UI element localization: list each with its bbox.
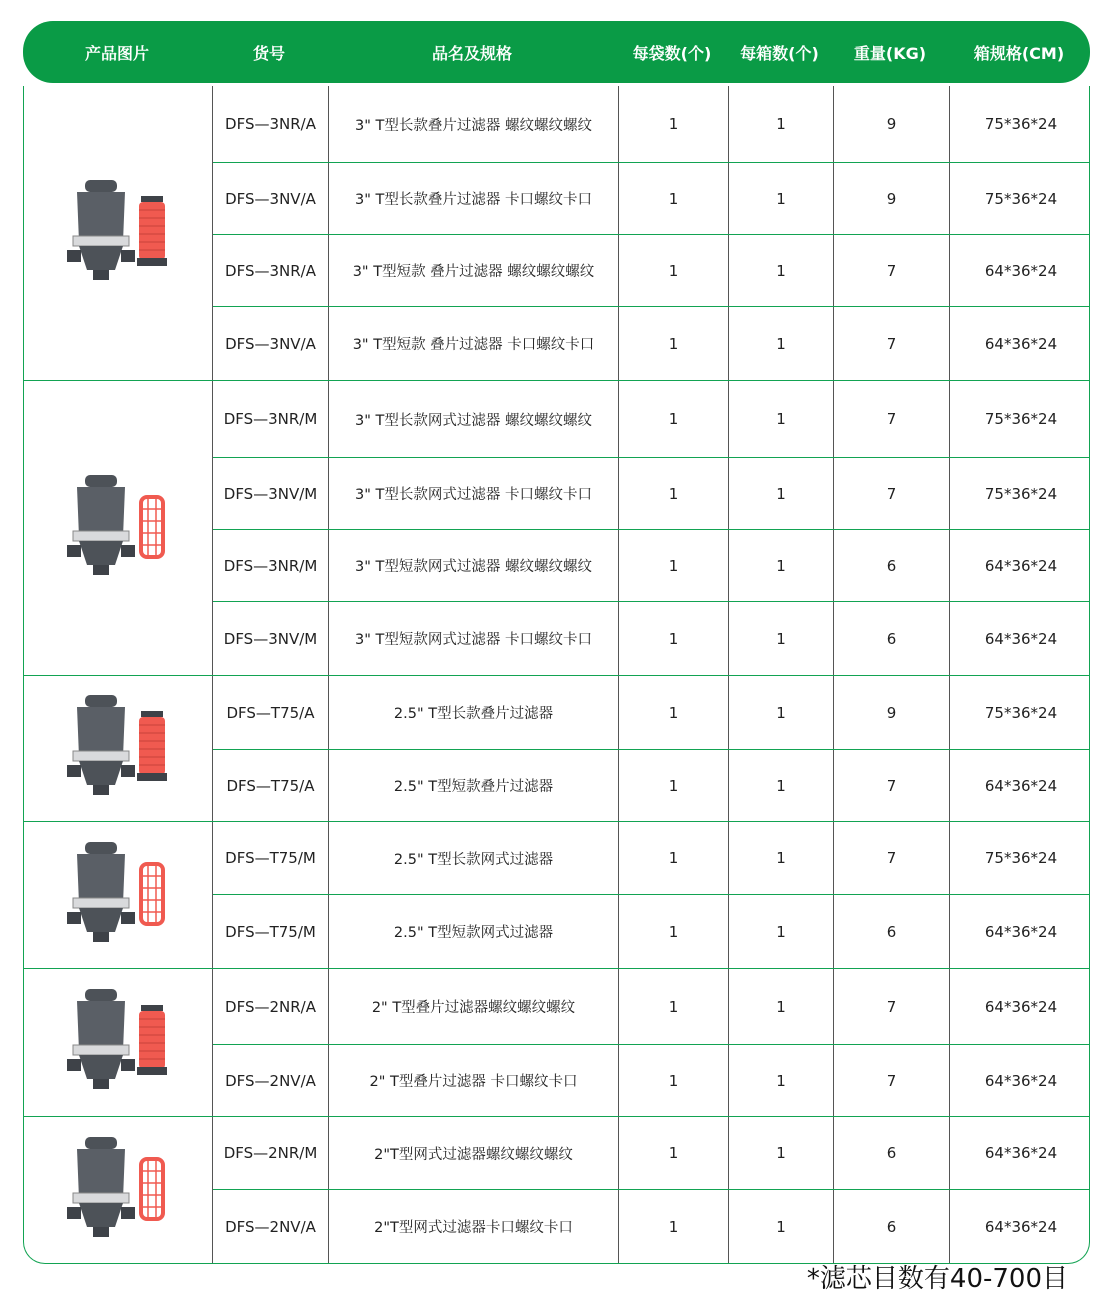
table-row <box>213 86 1090 163</box>
weight-value: 7 <box>834 458 950 529</box>
item-code: DFS—3NV/M <box>213 602 329 675</box>
item-name: 2.5" T型短款叠片过滤器 <box>329 750 619 821</box>
box-size-value: 75*36*24 <box>984 189 1058 208</box>
per-box-count: 1 <box>729 1117 834 1189</box>
box-size-value: 64*36*24 <box>984 1071 1058 1090</box>
weight-value: 7 <box>834 750 950 821</box>
box-size-value: 75*36*24 <box>984 484 1058 503</box>
per-bag-count: 1 <box>619 530 729 601</box>
disc-filter-icon <box>63 983 173 1102</box>
disc-filter-icon <box>63 689 173 808</box>
per-bag-count: 1 <box>619 676 729 749</box>
item-name: 3" T型长款叠片过滤器 螺纹螺纹螺纹 <box>329 86 619 162</box>
item-code: DFS—3NR/M <box>213 530 329 601</box>
item-name: 2"T型网式过滤器螺纹螺纹螺纹 <box>329 1117 619 1189</box>
product-image-cell <box>24 969 213 1116</box>
per-bag-count: 1 <box>619 822 729 894</box>
per-bag-count: 1 <box>619 307 729 380</box>
box-size-value: 75*36*24 <box>984 410 1058 428</box>
per-box-count: 1 <box>729 458 834 529</box>
header-name: 品名及规格 <box>431 43 512 63</box>
per-bag-count: 1 <box>619 458 729 529</box>
box-size-value: 64*36*24 <box>984 261 1058 280</box>
per-box-count: 1 <box>729 381 834 457</box>
item-code: DFS—T75/A <box>213 676 329 749</box>
item-name: 3" T型短款 叠片过滤器 卡口螺纹卡口 <box>329 307 619 380</box>
per-box-count: 1 <box>729 1190 834 1263</box>
product-image-cell <box>24 86 213 380</box>
item-code: DFS—2NR/A <box>213 969 329 1044</box>
disc-filter-icon <box>63 174 173 293</box>
per-bag-count: 1 <box>619 750 729 821</box>
per-bag-count: 1 <box>619 1045 729 1116</box>
item-code: DFS—T75/M <box>213 822 329 894</box>
item-name: 3" T型短款 叠片过滤器 螺纹螺纹螺纹 <box>329 235 619 306</box>
per-box-count: 1 <box>729 86 834 162</box>
box-size-value: 64*36*24 <box>984 556 1058 575</box>
item-name: 2" T型叠片过滤器 卡口螺纹卡口 <box>329 1045 619 1116</box>
table-row <box>213 1190 1090 1263</box>
table-row <box>213 1117 1090 1190</box>
weight-value: 7 <box>834 307 950 380</box>
per-bag-count: 1 <box>619 381 729 457</box>
table-row <box>213 969 1090 1045</box>
item-name: 3" T型短款网式过滤器 卡口螺纹卡口 <box>329 602 619 675</box>
box-size-value: 64*36*24 <box>984 922 1058 941</box>
table-row <box>213 307 1090 380</box>
per-bag-count: 1 <box>619 1117 729 1189</box>
product-image-cell <box>24 1117 213 1263</box>
header-weight: 重量(KG) <box>853 43 927 63</box>
box-size-value: 64*36*24 <box>984 1217 1058 1236</box>
item-name: 2.5" T型长款网式过滤器 <box>329 822 619 894</box>
product-group <box>24 381 1089 676</box>
per-box-count: 1 <box>729 750 834 821</box>
header-box-size: 箱规格(CM) <box>973 43 1065 63</box>
product-image-cell <box>24 676 213 821</box>
table-row <box>213 750 1090 821</box>
item-code: DFS—T75/M <box>213 895 329 968</box>
per-bag-count: 1 <box>619 969 729 1044</box>
per-bag-count: 1 <box>619 1190 729 1263</box>
item-code: DFS—3NR/M <box>213 381 329 457</box>
per-box-count: 1 <box>729 969 834 1044</box>
item-name: 3" T型长款网式过滤器 螺纹螺纹螺纹 <box>329 381 619 457</box>
item-name: 2"T型网式过滤器卡口螺纹卡口 <box>329 1190 619 1263</box>
table-row <box>213 530 1090 602</box>
product-group <box>24 676 1089 822</box>
product-image-cell <box>24 822 213 968</box>
product-group <box>24 86 1089 381</box>
footnote: *滤芯目数有40-700目 <box>806 1264 1068 1294</box>
per-box-count: 1 <box>729 530 834 601</box>
per-box-count: 1 <box>729 235 834 306</box>
screen-filter-icon <box>63 1131 173 1250</box>
table-row <box>213 235 1090 307</box>
per-bag-count: 1 <box>619 895 729 968</box>
table-row <box>213 602 1090 675</box>
per-bag-count: 1 <box>619 86 729 162</box>
per-box-count: 1 <box>729 822 834 894</box>
per-bag-count: 1 <box>619 163 729 234</box>
per-box-count: 1 <box>729 676 834 749</box>
table-row <box>213 676 1090 750</box>
header-per-box: 每箱数(个) <box>740 43 819 63</box>
item-name: 2.5" T型短款网式过滤器 <box>329 895 619 968</box>
item-code: DFS—2NV/A <box>213 1045 329 1116</box>
header-per-bag: 每袋数(个) <box>632 43 712 63</box>
table-row <box>213 163 1090 235</box>
table-row <box>213 895 1090 968</box>
item-code: DFS—3NV/A <box>213 163 329 234</box>
weight-value: 6 <box>834 895 950 968</box>
per-box-count: 1 <box>729 1045 834 1116</box>
weight-value: 9 <box>834 676 950 749</box>
box-size-value: 64*36*24 <box>984 629 1058 648</box>
screen-filter-icon <box>63 469 173 588</box>
table-row <box>213 458 1090 530</box>
item-code: DFS—T75/A <box>213 750 329 821</box>
product-group <box>24 1117 1089 1263</box>
item-code: DFS—2NV/A <box>213 1190 329 1263</box>
per-box-count: 1 <box>729 602 834 675</box>
weight-value: 7 <box>834 822 950 894</box>
table-row <box>213 381 1090 458</box>
item-name: 3" T型短款网式过滤器 螺纹螺纹螺纹 <box>329 530 619 601</box>
weight-value: 6 <box>834 602 950 675</box>
weight-value: 7 <box>834 381 950 457</box>
item-name: 3" T型长款网式过滤器 卡口螺纹卡口 <box>329 458 619 529</box>
per-bag-count: 1 <box>619 602 729 675</box>
per-bag-count: 1 <box>619 235 729 306</box>
table-row <box>213 822 1090 895</box>
weight-value: 7 <box>834 969 950 1044</box>
item-name: 2.5" T型长款叠片过滤器 <box>329 676 619 749</box>
header-code: 货号 <box>252 43 285 63</box>
box-size-value: 75*36*24 <box>984 703 1058 722</box>
table-body <box>23 86 1090 1264</box>
box-size-value: 64*36*24 <box>984 1144 1058 1162</box>
weight-value: 7 <box>834 235 950 306</box>
weight-value: 7 <box>834 1045 950 1116</box>
item-name: 3" T型长款叠片过滤器 卡口螺纹卡口 <box>329 163 619 234</box>
table-row <box>213 1045 1090 1116</box>
weight-value: 9 <box>834 86 950 162</box>
box-size-value: 64*36*24 <box>984 997 1058 1016</box>
box-size-value: 75*36*24 <box>984 115 1058 133</box>
product-group <box>24 822 1089 969</box>
product-image-cell <box>24 381 213 675</box>
weight-value: 6 <box>834 530 950 601</box>
item-code: DFS—3NR/A <box>213 235 329 306</box>
item-name: 2" T型叠片过滤器螺纹螺纹螺纹 <box>329 969 619 1044</box>
product-group <box>24 969 1089 1117</box>
weight-value: 6 <box>834 1190 950 1263</box>
spec-table <box>23 21 1090 1264</box>
screen-filter-icon <box>63 836 173 955</box>
header-image: 产品图片 <box>84 43 149 63</box>
per-box-count: 1 <box>729 163 834 234</box>
weight-value: 9 <box>834 163 950 234</box>
item-code: DFS—3NR/A <box>213 86 329 162</box>
item-code: DFS—2NR/M <box>213 1117 329 1189</box>
box-size-value: 75*36*24 <box>984 849 1058 867</box>
box-size-value: 64*36*24 <box>984 334 1058 353</box>
box-size-value: 64*36*24 <box>984 776 1058 795</box>
per-box-count: 1 <box>729 895 834 968</box>
item-code: DFS—3NV/A <box>213 307 329 380</box>
item-code: DFS—3NV/M <box>213 458 329 529</box>
weight-value: 6 <box>834 1117 950 1189</box>
per-box-count: 1 <box>729 307 834 380</box>
table-header <box>23 21 1090 83</box>
